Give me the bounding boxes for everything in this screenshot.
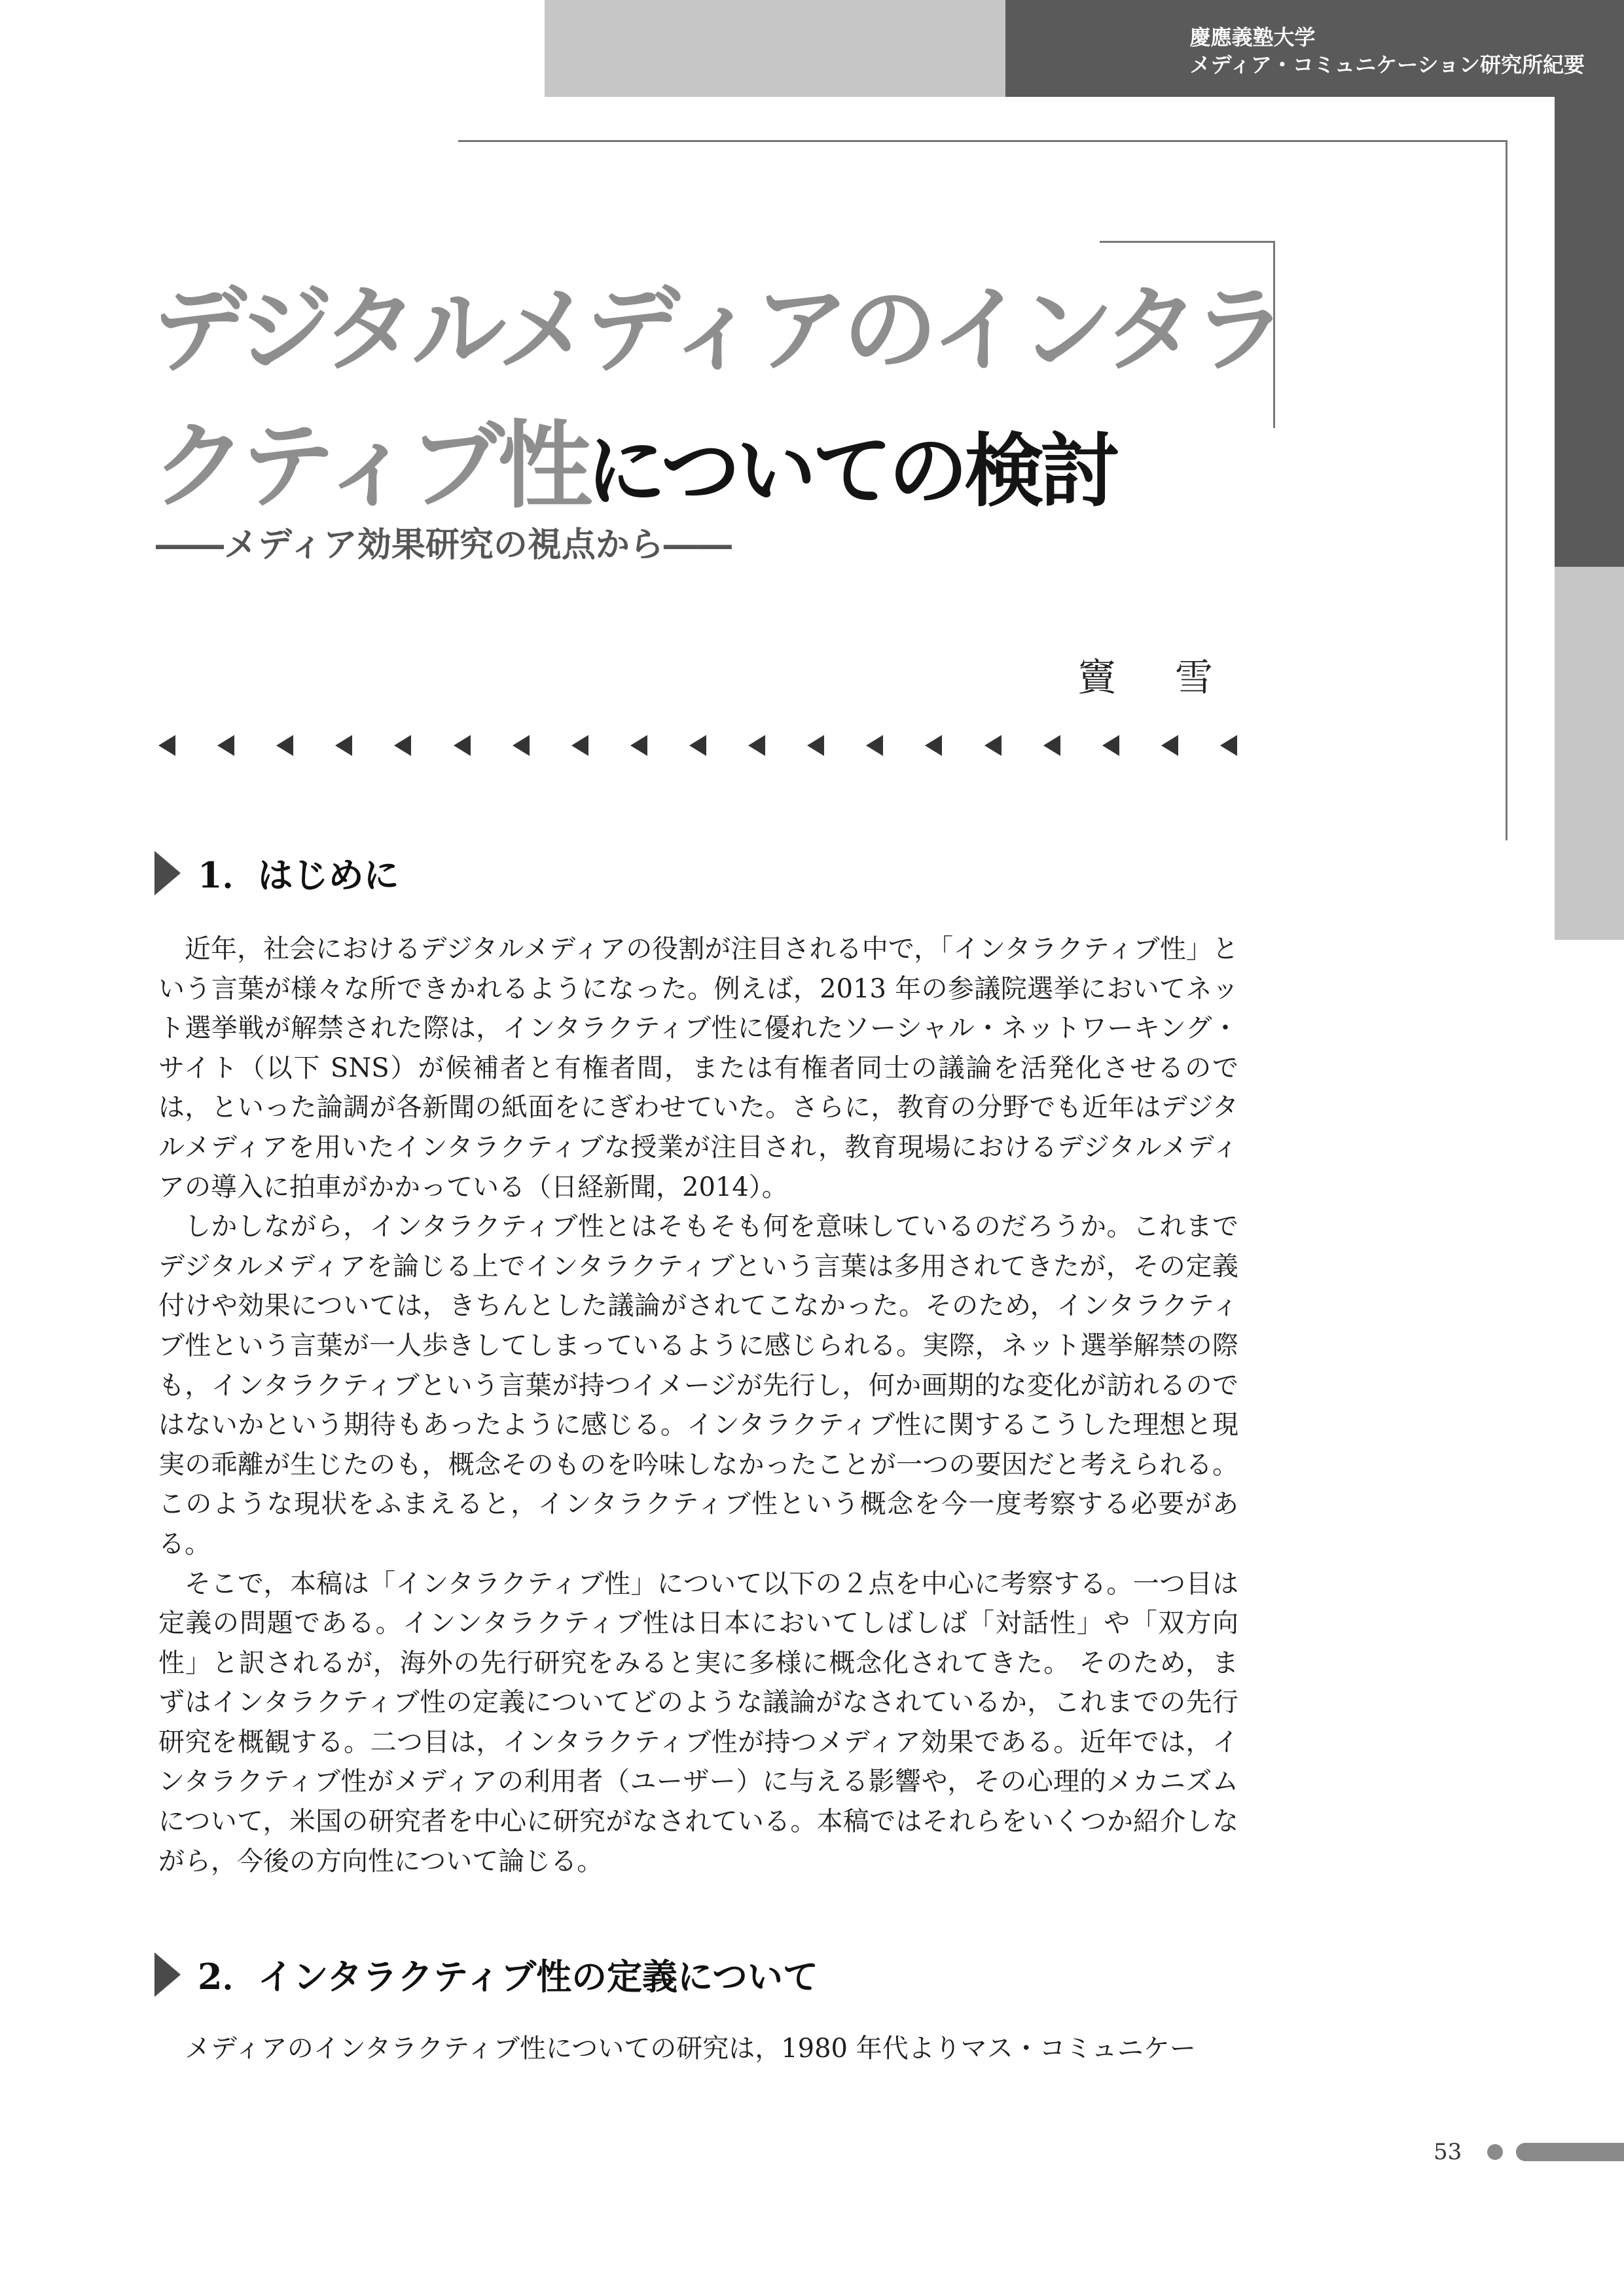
triangle-left-icon [689,735,706,756]
footer-dot [1487,2144,1503,2160]
triangle-left-icon [748,735,765,756]
paragraph: そこで，本稿は「インタラクティブ性」について以下の２点を中心に考察する。一つ目は定義の問題である。インンタラクティブ性は日本においてしばしば「対話性」や「双方向性」と訳されるが，海外の先行研究をみると実に多様に概念化されてきた。 そのため，まずはインタラクティブ性の定義についてどのような議論がなされているか，これまでの先行研究を概観する。二つ目は，インタラクティブ性が持つメディア効果である。近年では，インタラクティブ性がメディアの利用者（ユーザー）に与える影響や，その心理的メカニズムについて，米国の研究者を中心に研究がなされている。本稿ではそれらをいくつか紹介しながら，今後の方向性について論じる。 [158,1568,1238,1876]
page-number: 53 [1434,2139,1462,2165]
triangle-left-icon [984,735,1001,756]
title-line2-grey: クティブ性 [152,411,586,522]
triangle-left-icon [630,735,647,756]
triangle-left-icon [1220,735,1237,756]
journal-name [1189,24,1585,79]
article-title [152,275,1281,547]
triangle-left-icon [925,735,942,756]
journal-name-line2: メディア・コミュニケーション研究所紀要 [1189,52,1585,77]
triangle-ornament-row [158,729,1237,762]
side-tab-light [1555,567,1624,940]
frame-top-line [458,140,1507,142]
triangle-left-icon [513,735,530,756]
journal-name-line1: 慶應義塾大学 [1189,25,1316,50]
header-band-light [545,0,1005,97]
section-heading-1 [154,848,399,898]
triangle-left-icon [807,735,824,756]
author-name: 竇 雪 [1077,655,1236,700]
paragraph: メディアのインタラクティブ性についての研究は，1980 年代よりマス・コミュニケー [185,2034,1196,2064]
triangle-right-icon [154,1952,181,1997]
section-heading-label: 2．インタラクティブ性の定義について [198,1956,819,1998]
triangle-left-icon [217,735,234,756]
section-heading-2 [154,1949,818,2000]
paragraph: しかしながら，インタラクティブ性とはそもそも何を意味しているのだろうか。これまでデジタルメディアを論じる上でインタラクティブという言葉は多用されてきたが，その定義付けや効果については，きちんとした議論がされてこなかった。そのため，インタラクティブ性という言葉が一人歩きしてしまっているように感じられる。実際，ネット選挙解禁の際も，インタラクティブという言葉が持つイメージが先行し，何か画期的な変化が訪れるのではないかという期待もあったように感じる。インタラクティブ性に関するこうした理想と現実の乖離が生じたのも，概念そのものを吟味しなかったことが一つの要因だと考えられる。このような現状をふまえると，インタラクティブ性という概念を今一度考察する必要がある。 [158,1211,1238,1559]
triangle-left-icon [571,735,588,756]
title-line2-black: についての検討 [586,423,1116,518]
article-subtitle: ――メディア効果研究の視点から―― [156,526,732,565]
triangle-right-icon [154,851,181,895]
triangle-left-icon [158,735,175,756]
triangle-left-icon [394,735,411,756]
section-2-body [158,2029,1238,2069]
triangle-left-icon [1102,735,1119,756]
frame-right-line [1506,140,1507,840]
triangle-left-icon [866,735,883,756]
side-tab-dark [1555,97,1624,567]
footer-bar [1516,2143,1624,2161]
section-1-body [158,929,1238,1881]
section-heading-label: 1．はじめに [198,854,399,896]
triangle-left-icon [335,735,352,756]
paragraph: 近年，社会におけるデジタルメディアの役割が注目される中で，「インタラクティブ性」という言葉が様々な所できかれるようになった。例えば，2013 年の参議院選挙においてネット選挙戦が解禁された際は，インタラクティブ性に優れたソーシャル・ネットワーキング・サイト（以下 SNS）が候補者と有権者間，または有権者同士の議論を活発化させるのでは，といった論調が各新聞の紙面をにぎわせていた。さらに，教育の分野でも近年はデジタルメディアを用いたインタラクティブな授業が注目され，教育現場におけるデジタルメディアの導入に拍車がかかっている（日経新聞，2014）。 [158,934,1238,1202]
title-line1: デジタルメディアのインタラ [152,275,1281,386]
triangle-left-icon [1043,735,1060,756]
triangle-left-icon [276,735,293,756]
triangle-left-icon [1161,735,1178,756]
triangle-left-icon [454,735,471,756]
